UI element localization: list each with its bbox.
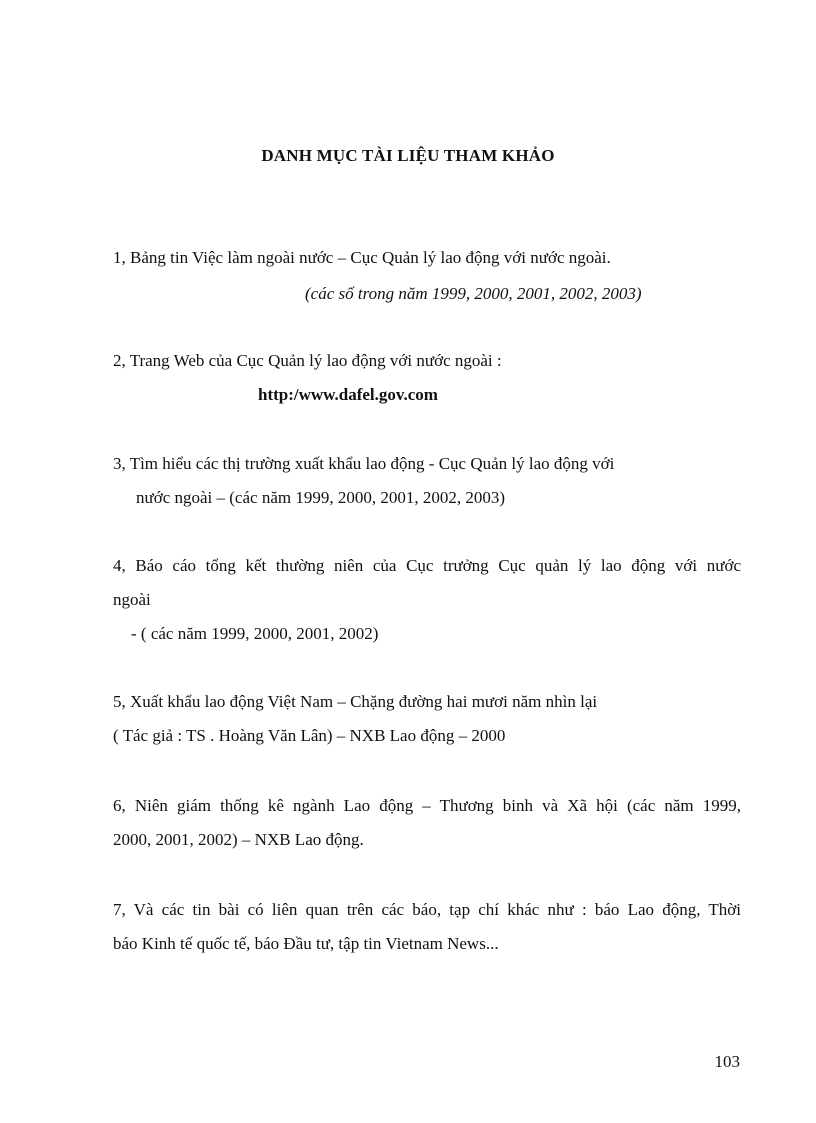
page-number: 103 [714, 1052, 740, 1071]
reference-5-line-2: ( Tác giả : TS . Hoàng Văn Lân) – NXB Lao động – 2000 [113, 726, 506, 745]
reference-3-line-2: nước ngoài – (các năm 1999, 2000, 2001, 2002, 2003) [136, 488, 505, 507]
reference-1-line-1: 1, Bảng tin Việc làm ngoài nước – Cục Quản lý lao động với nước ngoài. [113, 248, 611, 267]
page-title: DANH MỤC TÀI LIỆU THAM KHẢO [261, 146, 555, 165]
reference-6-line-2: 2000, 2001, 2002) – NXB Lao động. [113, 830, 364, 849]
reference-4-line-2: ngoài [113, 590, 151, 609]
reference-7-line-1: 7, Và các tin bài có liên quan trên các báo, tạp chí khác như : báo Lao động, Thời [113, 900, 741, 919]
reference-5-line-1: 5, Xuất khẩu lao động Việt Nam – Chặng đường hai mươi năm nhìn lại [113, 692, 598, 711]
reference-6-line-1: 6, Niên giám thống kê ngành Lao động – Thương binh và Xã hội (các năm 1999, [113, 796, 741, 815]
reference-2-line-1: 2, Trang Web của Cục Quản lý lao động với nước ngoài : [113, 351, 502, 370]
reference-7-line-2: báo Kinh tế quốc tế, báo Đầu tư, tập tin Vietnam News... [113, 934, 499, 953]
reference-4-line-3: - ( các năm 1999, 2000, 2001, 2002) [131, 624, 379, 643]
reference-4-line-1: 4, Báo cáo tổng kết thường niên của Cục trưởng Cục quản lý lao động với nước [113, 556, 741, 575]
reference-2-url[interactable]: http:/www.dafel.gov.com [258, 385, 438, 404]
reference-1-line-2: (các số trong năm 1999, 2000, 2001, 2002, 2003) [305, 284, 642, 303]
reference-3-line-1: 3, Tìm hiểu các thị trường xuất khẩu lao động - Cục Quản lý lao động với [113, 454, 615, 473]
